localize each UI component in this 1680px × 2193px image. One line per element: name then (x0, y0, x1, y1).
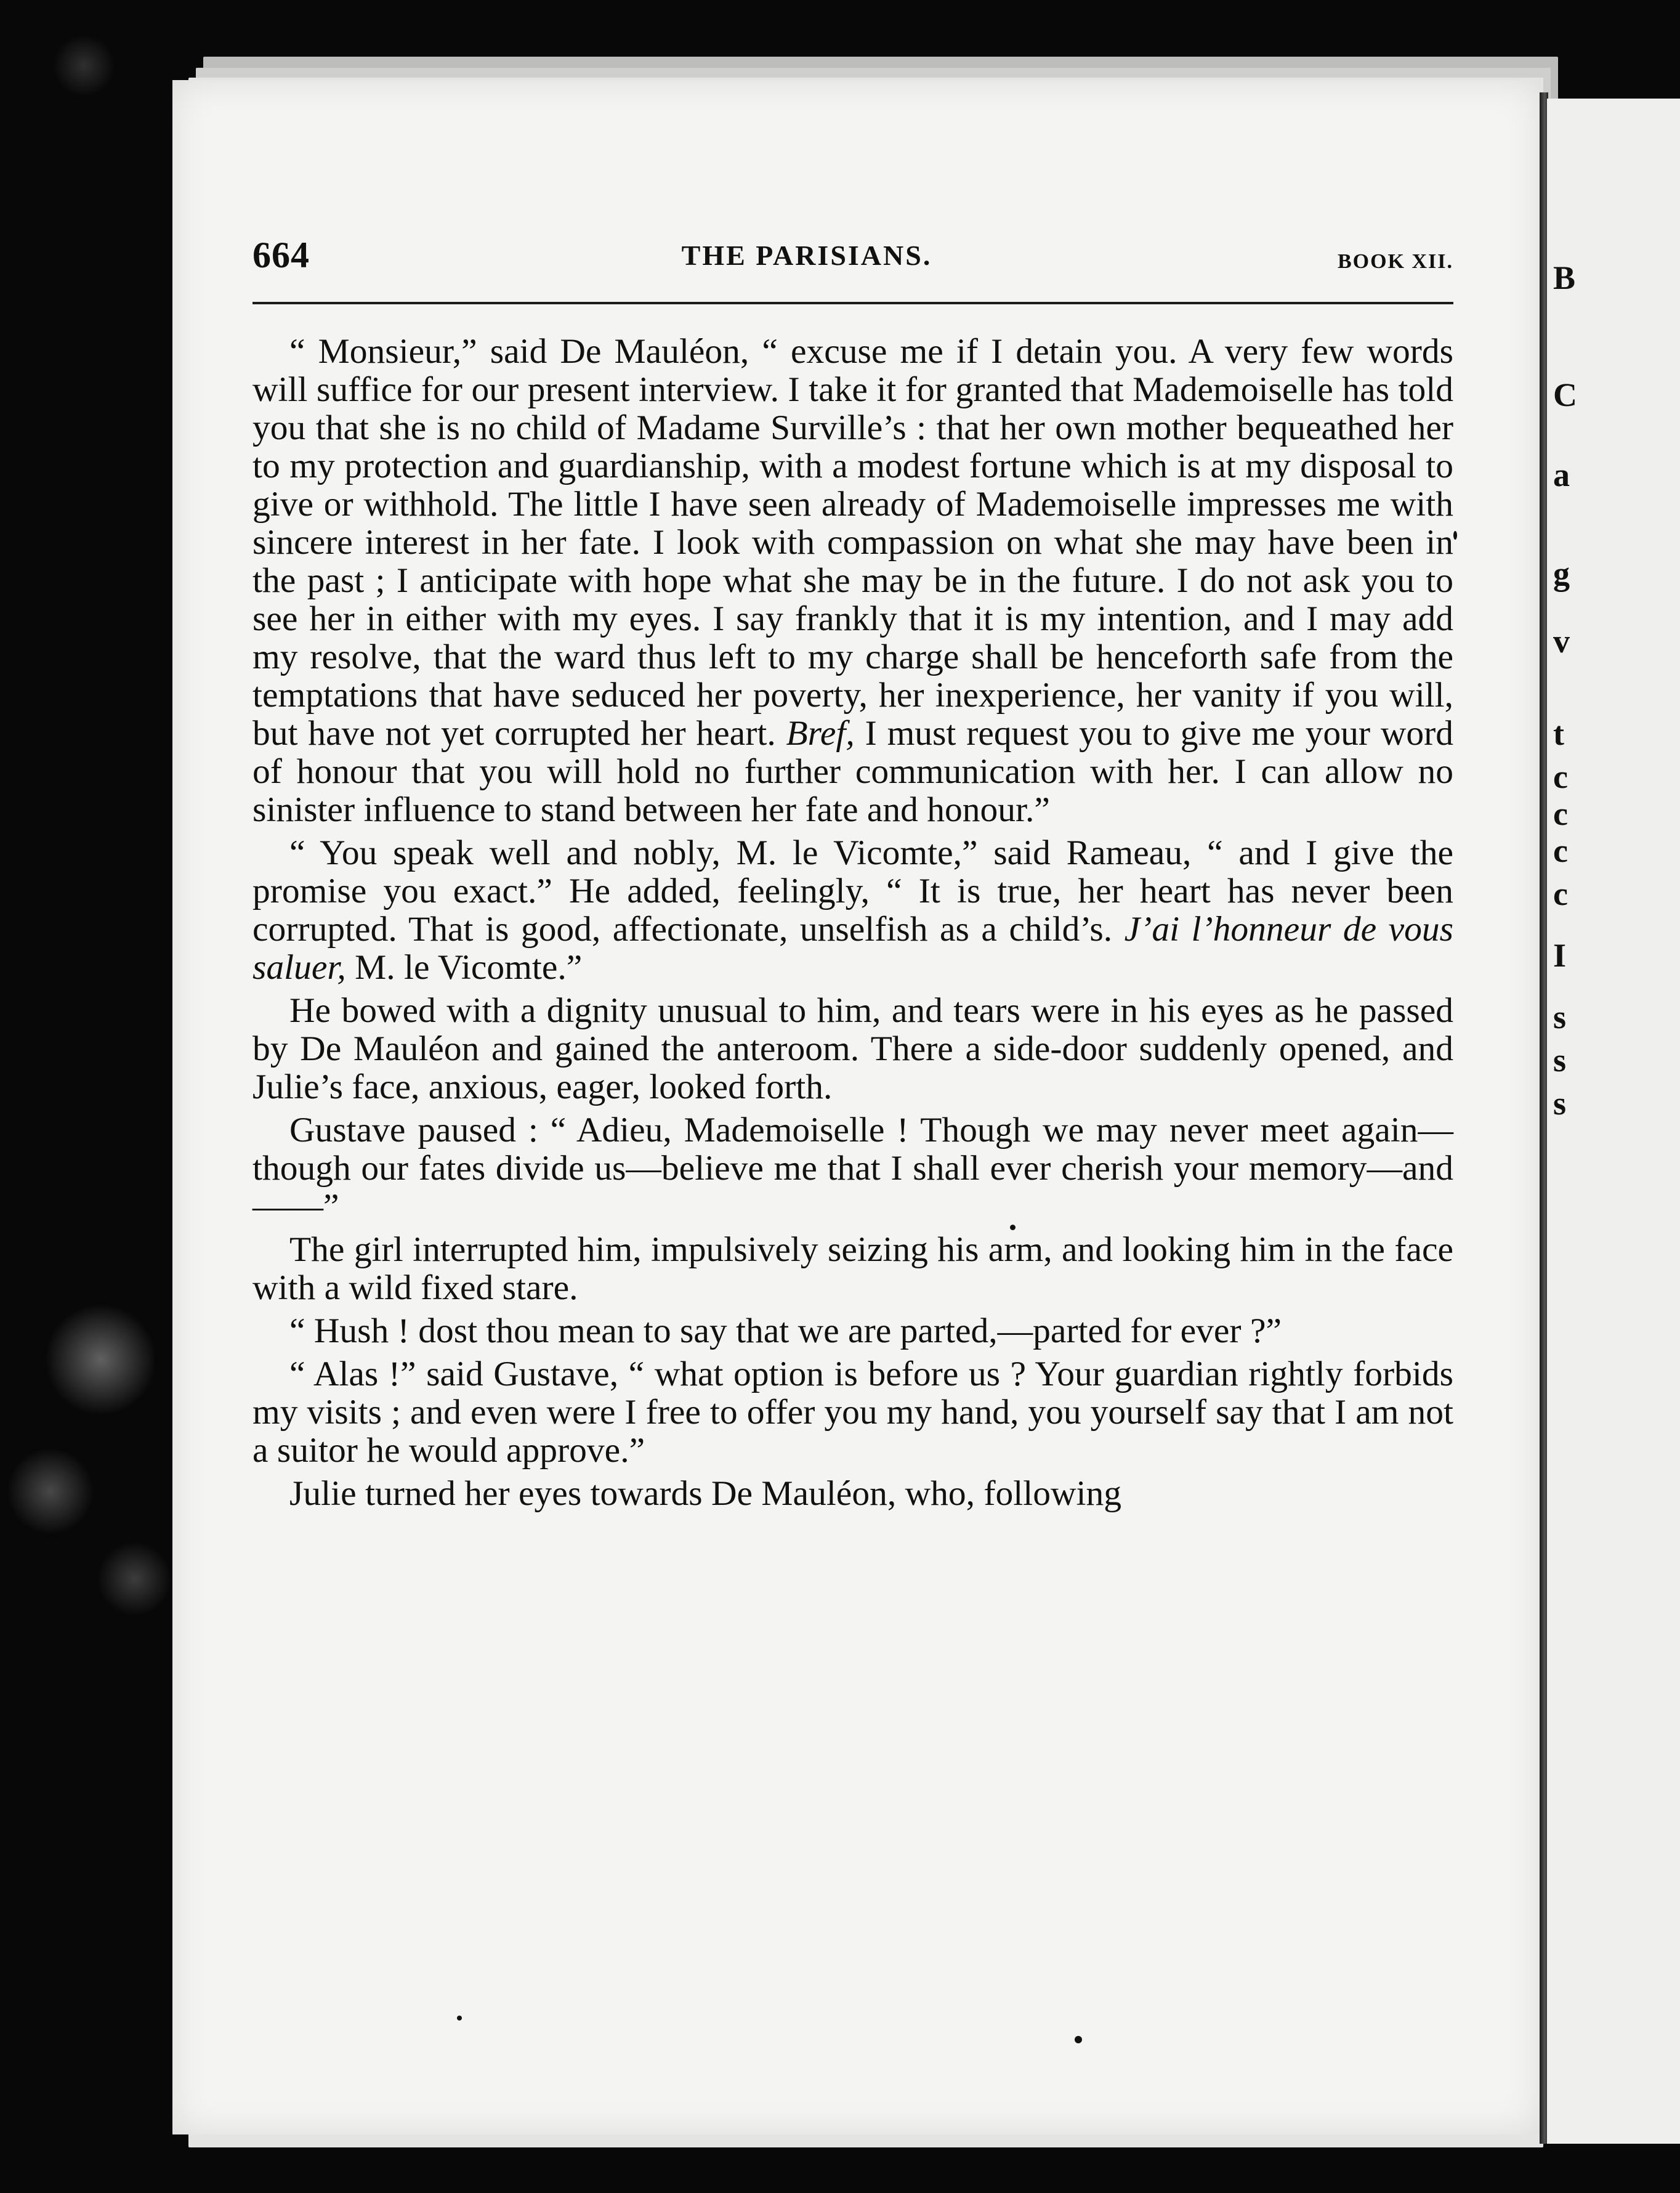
italic-phrase: Bref, (786, 714, 855, 753)
text-run: The girl interrupted him, impulsively seizing his arm, and looking him in the face with a wild fixed stare. (252, 1230, 1453, 1307)
facing-page-letter: C (1553, 376, 1577, 413)
facing-page-letter: c (1553, 832, 1568, 869)
text-run: I must request you to give me your word of honour that you will hold no further communication with her. I can allow no sinister influence to stand between her fate and honour.” (252, 714, 1453, 829)
page-number: 664 (252, 235, 310, 275)
facing-page-fragment (1547, 99, 1680, 2144)
facing-page-letter: g (1553, 555, 1570, 592)
header-rule (252, 302, 1453, 304)
text-run: Julie turned her eyes towards De Mauléon, who, following (289, 1474, 1121, 1513)
paragraph (252, 1231, 1453, 1307)
book-part-label: BOOK XII. (1337, 250, 1453, 273)
text-run: “ Monsieur,” said De Mauléon, “ excuse me if I detain you. A very few words will suffice for our present interview. I take it for granted that Mademoiselle has told you that she is no child of Madame Surville’s : that her own mother bequeathed her to my protection and guardianship, with a modest fortune which is at my disposal to give or withhold. The little I have seen already of Mademoiselle impresses me with sincere interest in her fate. I look with compassion on what she may have been in the past ; I anticipate with hope what she may be in the future. I do not ask you to see her in either with my eyes. I say frankly that it is my intention, and I may add my resolve, that the ward thus left to my charge shall be henceforth safe from the temptations that have seduced her poverty, her inexperience, her vanity if you will, but have not yet corrupted her heart. (252, 332, 1453, 753)
facing-page-letter: B (1553, 259, 1576, 296)
facing-page-letter: t (1553, 715, 1564, 752)
paragraph (252, 1355, 1453, 1470)
facing-page-letter: c (1553, 875, 1568, 912)
facing-page-letter: s (1553, 999, 1567, 1036)
ink-speck (1075, 2036, 1082, 2043)
facing-page-letter: s (1553, 1042, 1567, 1079)
paragraph (252, 834, 1453, 987)
running-head (252, 234, 1453, 283)
ink-speck (457, 2016, 462, 2021)
paragraph (252, 1111, 1453, 1226)
text-run: M. le Vicomte.” (345, 948, 583, 987)
ink-speck (1010, 1225, 1016, 1230)
text-run: “ Hush ! dost thou mean to say that we are parted,—parted for ever ?” (289, 1311, 1282, 1350)
ink-speck (1453, 531, 1457, 540)
text-run: Gustave paused : “ Adieu, Mademoiselle ! Though we may never meet again—though our fates divide us—believe me that I shall ever cherish your memory—and——” (252, 1111, 1453, 1226)
facing-page-letter: v (1553, 623, 1570, 660)
facing-page-letter: c (1553, 795, 1568, 832)
book-title: THE PARISIANS. (681, 240, 932, 271)
paragraph (252, 1475, 1453, 1513)
facing-page-letter: I (1553, 937, 1567, 974)
paragraph (252, 1312, 1453, 1350)
body-text (252, 333, 1453, 1518)
facing-page-letter: s (1553, 1085, 1567, 1122)
paragraph (252, 992, 1453, 1106)
paragraph (252, 333, 1453, 829)
text-run: He bowed with a dignity unusual to him, and tears were in his eyes as he passed by De Mauléon and gained the anteroom. There a side-door suddenly opened, and Julie’s face, anxious, eager, looked forth. (252, 991, 1453, 1106)
italic-phrase: J’ai l’honneur de vous saluer, (252, 910, 1453, 987)
facing-page-letter: a (1553, 456, 1570, 493)
text-run: “ You speak well and nobly, M. le Vicomte,” said Rameau, “ and I give the promise you exact.” He added, feelingly, “ It is true, her heart has never been corrupted. That is good, affectionate, unselfish as a child’s. (252, 833, 1453, 949)
text-run: “ Alas !” said Gustave, “ what option is before us ? Your guardian rightly forbids my visits ; and even were I free to offer you my hand, you yourself say that I am not a suitor he would approve.” (252, 1355, 1453, 1470)
facing-page-letter: c (1553, 758, 1568, 795)
